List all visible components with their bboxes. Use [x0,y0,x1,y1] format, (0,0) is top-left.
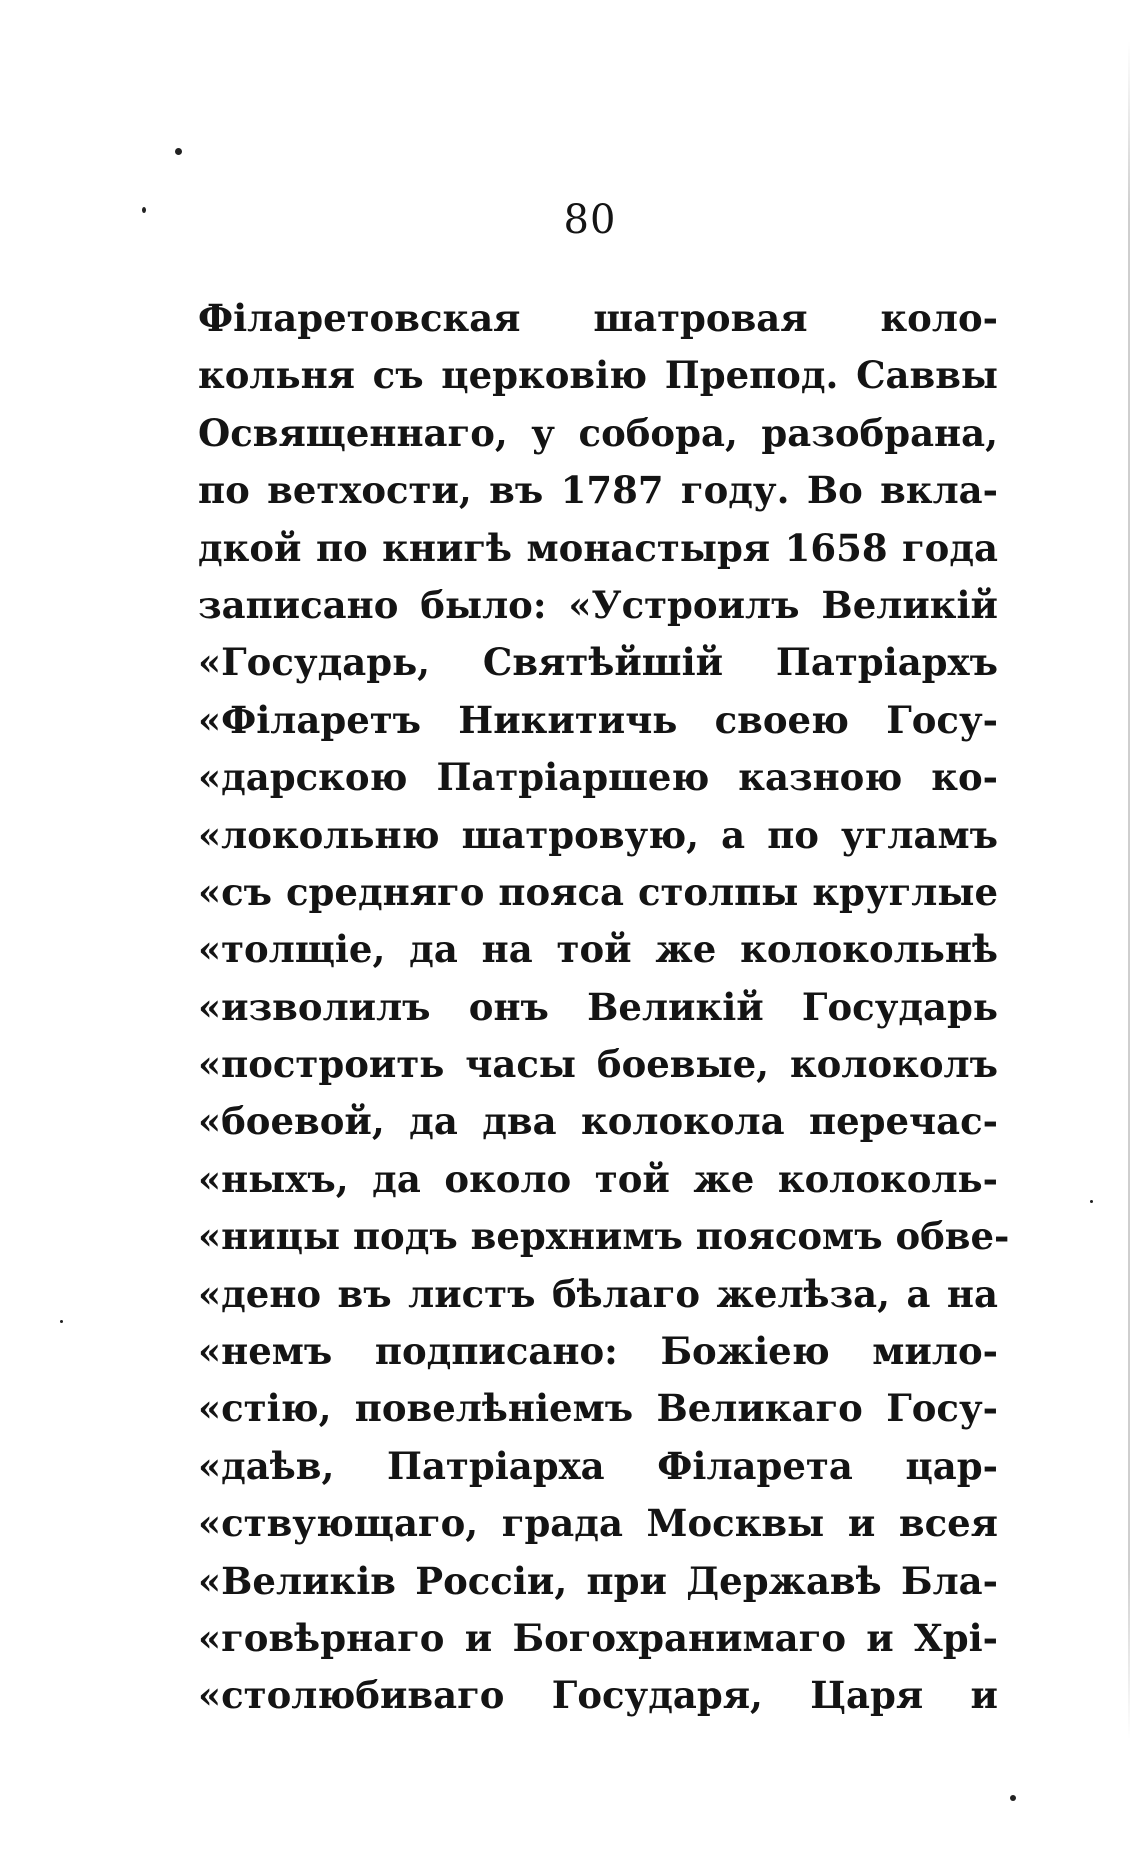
text-line-9: «дарскою Патріаршею казною ко- [198,755,998,800]
text-line-18: «дено въ листъ бѣлаго желѣза, а на [198,1271,998,1316]
page-number: 80 [563,197,617,243]
text-line-8: «Філаретъ Никитичь своею Госу- [198,697,998,742]
text-line-7: «Государь, Святѣйшій Патріархъ [198,640,998,685]
text-line-13: «изволилъ онъ Великій Государь [198,984,998,1029]
text-line-23: «Великів Россіи, при Державѣ Бла- [198,1558,998,1603]
text-line-6: записано было: «Устроилъ Великій [198,582,998,627]
scan-speck [1090,1200,1093,1203]
text-line-2: кольня съ церковію Препод. Саввы [198,353,998,398]
text-line-12: «толщіе, да на той же колокольнѣ [198,927,998,972]
text-line-15: «боевой, да два колокола перечас- [198,1099,998,1144]
text-line-10: «локольню шатровую, а по угламъ [198,812,998,857]
text-line-17: «ницы подъ верхнимъ поясомъ обве- [198,1214,1010,1259]
text-line-20: «стію, повелѣніемъ Великаго Госу- [198,1386,998,1431]
text-line-25: «столюбиваго Государя, Царя и [198,1673,998,1718]
text-line-24: «говѣрнаго и Богохранимаго и Хрі- [198,1615,998,1660]
page-edge-shadow [1128,40,1130,1740]
text-line-22: «ствующаго, града Москвы и всея [198,1501,998,1546]
scan-speck [60,1320,63,1323]
text-line-5: дкой по книгѣ монастыря 1658 года [198,525,998,570]
text-line-21: «даѣв, Патріарха Філарета цар- [198,1443,998,1488]
text-line-19: «немъ подписано: Божіею мило- [198,1329,998,1374]
text-line-16: «ныхъ, да около той же колоколь- [198,1156,998,1201]
text-line-4: по ветхости, въ 1787 году. Во вкла- [198,468,998,513]
text-line-14: «построить часы боевые, колоколъ [198,1042,998,1087]
body-text [198,290,1010,1725]
scan-speck [175,148,182,155]
text-line-11: «съ средняго пояса столпы круглые [198,869,998,914]
scan-speck [142,207,146,213]
text-line-3: Освященнаго, у собора, разобрана, [198,410,998,455]
text-line-1: Філаретовская шатровая коло- [198,296,998,340]
scan-speck [1010,1795,1016,1801]
